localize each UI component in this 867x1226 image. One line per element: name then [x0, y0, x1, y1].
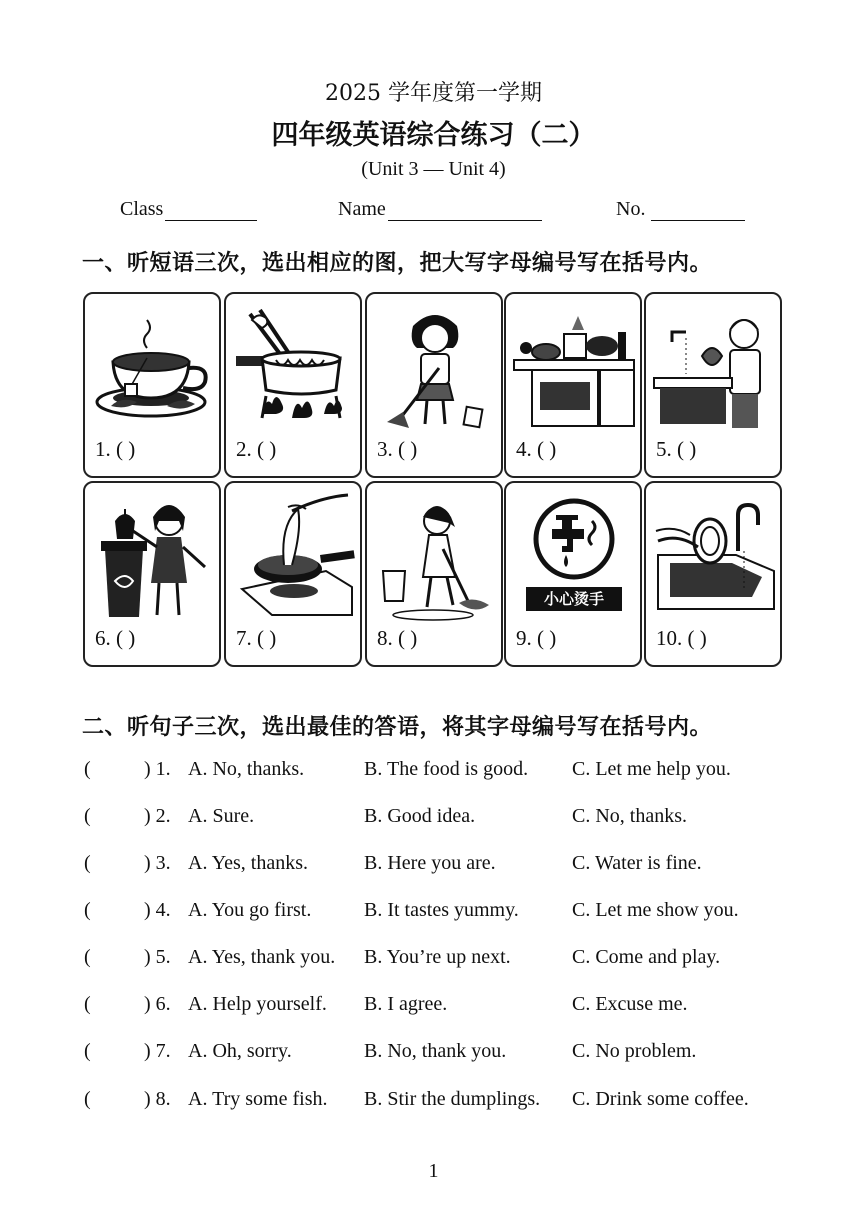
answer-paren[interactable]: ( — [84, 852, 91, 874]
picture-card-7 — [224, 481, 362, 667]
washing-dishes-icon — [652, 491, 776, 625]
question-number: ) 6. — [144, 993, 171, 1015]
section2-heading: 二、听句子三次，选出最佳的答语，将其字母编号写在括号内。 — [82, 715, 713, 740]
option-b: B. You’re up next. — [364, 946, 511, 968]
answer-slot[interactable]: 9. ( ) — [516, 626, 557, 650]
answer-paren[interactable]: ( — [84, 993, 91, 1015]
option-b: B. Here you are. — [364, 852, 496, 874]
picture-card-2 — [224, 292, 362, 478]
boy-washing-vegetables-icon — [652, 302, 776, 436]
answer-slot[interactable]: 8. ( ) — [377, 626, 418, 650]
picture-card-9 — [504, 481, 642, 667]
question-number: ) 2. — [144, 805, 171, 827]
answer-slot[interactable]: 3. ( ) — [377, 437, 418, 461]
page-number: 1 — [428, 1160, 439, 1182]
name-blank[interactable] — [388, 202, 542, 221]
option-b: B. The food is good. — [364, 758, 529, 780]
units-subtitle: (Unit 3 — Unit 4) — [361, 158, 506, 180]
option-c: C. Drink some coffee. — [572, 1088, 749, 1110]
question-number: ) 8. — [144, 1088, 171, 1110]
answer-paren[interactable]: ( — [84, 758, 91, 780]
answer-paren[interactable]: ( — [84, 1040, 91, 1062]
question-number: ) 7. — [144, 1040, 171, 1062]
question-number: ) 4. — [144, 899, 171, 921]
girl-sweeping-icon — [373, 302, 497, 436]
option-c: C. Come and play. — [572, 946, 721, 968]
option-b: B. Stir the dumplings. — [364, 1088, 541, 1110]
girl-mopping-icon — [373, 491, 497, 625]
picture-card-10 — [644, 481, 782, 667]
question-number: ) 3. — [144, 852, 171, 874]
girl-rubbish-bin-icon — [91, 491, 215, 625]
answer-paren[interactable]: ( — [84, 1088, 91, 1110]
answer-slot[interactable]: 4. ( ) — [516, 437, 557, 461]
option-a: A. Help yourself. — [188, 993, 327, 1015]
option-c: C. Let me help you. — [572, 758, 731, 780]
picture-card-1 — [83, 292, 221, 478]
picture-card-3 — [365, 292, 503, 478]
question-number: ) 5. — [144, 946, 171, 968]
name-label: Name — [338, 198, 386, 220]
option-c: C. Water is fine. — [572, 852, 702, 874]
option-a: A. Oh, sorry. — [188, 1040, 292, 1062]
option-a: A. Yes, thanks. — [188, 852, 309, 874]
option-b: B. I agree. — [364, 993, 448, 1015]
term-heading: 2025 学年度第一学期 — [325, 81, 542, 106]
option-b: B. It tastes yummy. — [364, 899, 519, 921]
name-field — [338, 198, 542, 221]
class-blank[interactable] — [165, 202, 257, 221]
option-a: A. No, thanks. — [188, 758, 305, 780]
answer-slot[interactable]: 5. ( ) — [656, 437, 697, 461]
question-number: ) 1. — [144, 758, 171, 780]
cooking-noodles-icon — [232, 302, 356, 436]
messy-kitchen-icon — [512, 302, 636, 436]
warning-sign-text: 小心烫手 — [543, 590, 604, 608]
number-field — [616, 198, 745, 221]
picture-card-5 — [644, 292, 782, 478]
answer-paren[interactable]: ( — [84, 899, 91, 921]
option-a: A. Yes, thank you. — [188, 946, 336, 968]
class-label: Class — [120, 198, 164, 220]
picture-card-6 — [83, 481, 221, 667]
option-c: C. Excuse me. — [572, 993, 688, 1015]
picture-card-8 — [365, 481, 503, 667]
option-c: C. No problem. — [572, 1040, 697, 1062]
picture-card-4 — [504, 292, 642, 478]
answer-slot[interactable]: 2. ( ) — [236, 437, 277, 461]
answer-slot[interactable]: 1. ( ) — [95, 437, 136, 461]
option-a: A. Sure. — [188, 805, 255, 827]
page-title: 四年级英语综合练习（二） — [271, 120, 596, 151]
section1-heading: 一、听短语三次，选出相应的图，把大写字母编号写在括号内。 — [82, 251, 713, 276]
answer-slot[interactable]: 6. ( ) — [95, 626, 136, 650]
option-b: B. No, thank you. — [364, 1040, 507, 1062]
tea-cup-icon — [91, 302, 215, 436]
option-c: C. Let me show you. — [572, 899, 739, 921]
answer-paren[interactable]: ( — [84, 946, 91, 968]
answer-slot[interactable]: 10. ( ) — [656, 626, 707, 650]
option-a: A. You go first. — [188, 899, 312, 921]
frying-pan-icon — [232, 491, 356, 625]
answer-slot[interactable]: 7. ( ) — [236, 626, 277, 650]
option-b: B. Good idea. — [364, 805, 476, 827]
option-c: C. No, thanks. — [572, 805, 687, 827]
number-blank[interactable] — [651, 202, 745, 221]
answer-paren[interactable]: ( — [84, 805, 91, 827]
no-label: No. — [616, 198, 646, 220]
option-a: A. Try some fish. — [188, 1088, 328, 1110]
class-field — [120, 198, 257, 221]
